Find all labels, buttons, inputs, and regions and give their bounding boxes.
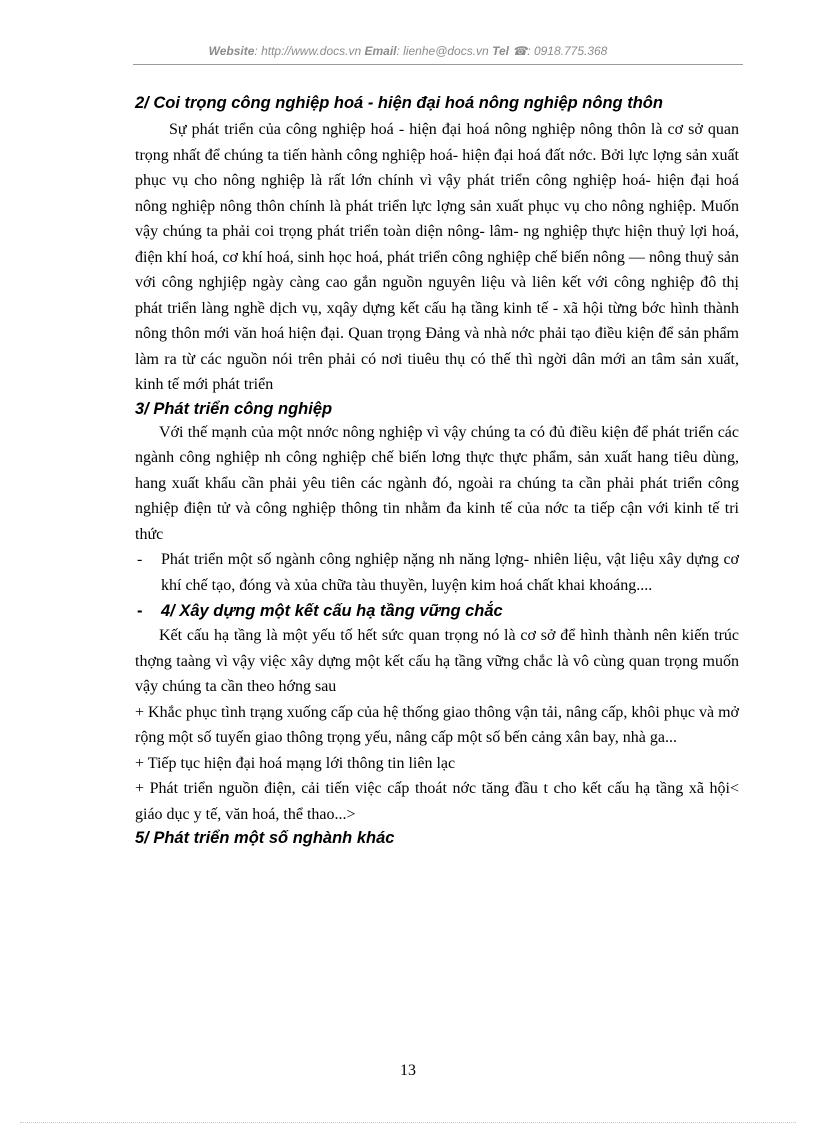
header-divider bbox=[133, 64, 743, 65]
section-4-paragraph: Kết cấu hạ tầng là một yếu tố hết sức quan trọng nó là cơ sở để hình thành nên kiến trúc thợng taàng vì vậy việc xây dựng một kết cấu hạ tầng vững chắc là vô cùng quan trọng muốn vậy chúng ta cần theo hớng sau bbox=[135, 627, 739, 695]
section-2-heading: 2/ Coi trọng công nghiệp hoá - hiện đại hoá nông nghiệp nông thôn bbox=[135, 94, 663, 112]
bullet-dash: - bbox=[137, 602, 143, 620]
section-2-paragraph: Sự phát triển của công nghiệp hoá - hiện đại hoá nông nghiệp nông thôn là cơ sở quan trọng nhất để chúng ta tiến hành công nghiệp hoá- hiện đại hoá đất nớc. Bởi lực lợng sản xuất phục vụ cho nông nghiệp là rất lớn chính vì vậy phát triển công nghiệp hoá- hiện đại hoá nông nghiệp nông thôn chính là phát triển lực lợng sản xuất phục vụ cho nông nghiệp. Muốn vậy chúng ta phải coi trọng phát triển toàn diện nông- lâm- ng nghiệp thực hiện thuỷ lợi hoá, điện khí hoá, cơ khí hoá, sinh học hoá, phát triển công nghiệp chế biến nông — nông thuỷ sản với công nghjiệp ngày càng cao gắn nguồn nguyên liệu và liên kết với công nghiệp đô thị phát triển làng nghề dịch vụ, xqây dựng kết cấu hạ tầng kinh tế - xã hội từng bớc hình thành nông thôn mới văn hoá hiện đại. Quan trọng Đảng và nhà nớc phải tạo điều kiện để sản phẩm làm ra từ các nguồn nói trên phải có nơi tiuêu thụ có thế thì ngời dân mới an tâm sản xuất, kinh tế mới phát triển bbox=[135, 121, 739, 393]
tel-value: : 0918.775.368 bbox=[527, 44, 608, 58]
tel-label: Tel bbox=[492, 44, 509, 58]
section-4-heading-row bbox=[135, 600, 739, 623]
website-label: Website bbox=[208, 44, 255, 58]
email-value: : lienhe@docs.vn bbox=[396, 44, 489, 58]
bullet-dash: - bbox=[137, 551, 143, 568]
section-3-bullet bbox=[135, 547, 739, 598]
page-number: 13 bbox=[400, 1062, 416, 1079]
bullet-text: Phát triển một số ngành công nghiệp nặng nh năng lợng- nhiên liệu, vật liệu xây dựng cơ khí chế tạo, đóng và xủa chữa tàu thuyền, luyện kim hoá chất khai khoáng.... bbox=[161, 551, 739, 594]
section-3-heading: 3/ Phát triển công nghiệp bbox=[135, 399, 333, 418]
email-label: Email bbox=[364, 44, 397, 58]
website-value: : http://www.docs.vn bbox=[254, 44, 362, 58]
section-4-heading: 4/ Xây dựng một kết cấu hạ tầng vững chắc bbox=[161, 602, 503, 620]
section-4-item: + Phát triển nguồn điện, cải tiến việc cấp thoát nớc tăng đầu t cho kết cấu hạ tầng xã hội< giáo dục y tế, văn hoá, thể thao...> bbox=[135, 780, 739, 823]
document-body bbox=[135, 92, 739, 849]
section-4-item: + Tiếp tục hiện đại hoá mạng lới thông tin liên lạc bbox=[135, 754, 456, 772]
page-header bbox=[0, 44, 816, 58]
section-3-paragraph: Với thế mạnh của một nnớc nông nghiệp vì vậy chúng ta có đủ điều kiện để phát triển các ngành công nghiệp nh công nghiệp chế biến lơng thực thực phẩm, sản xuất hang tiêu dùng, hang xuất khẩu cần phải yêu tiên các ngành đó, ngoài ra chúng ta cần phải phát triển công nghiệp điện tử và công nghiệp thông tin nhằm đa kinh tế của nớc ta tiếp cận với kinh tế tri thức bbox=[135, 423, 739, 543]
section-5-heading: 5/ Phát triển một số nghành khác bbox=[135, 829, 395, 847]
phone-icon: ☎ bbox=[512, 44, 528, 58]
section-4-item: + Khắc phục tình trạng xuống cấp của hệ thống giao thông vận tải, nâng cấp, khôi phục và mở rộng một số tuyến giao thông trọng yếu, nâng cấp một số bến cảng xân bay, nhà ga... bbox=[135, 703, 739, 746]
